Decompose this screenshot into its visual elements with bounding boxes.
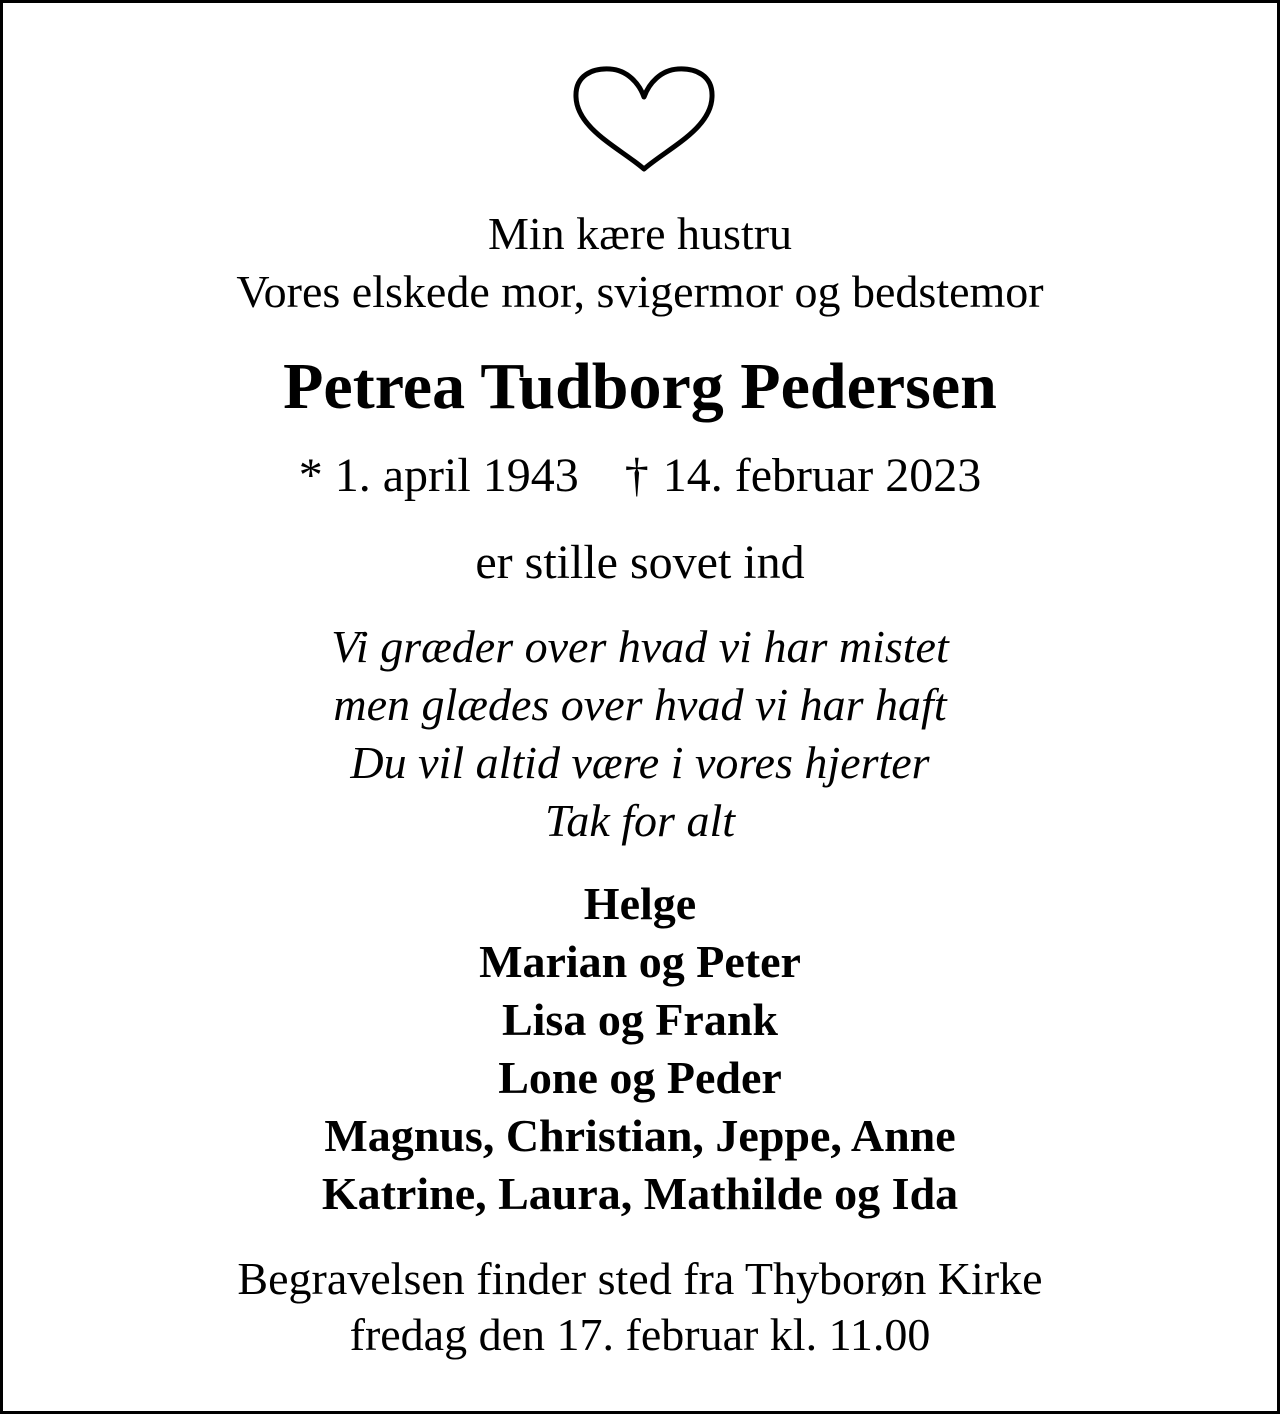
- death-date: 14. februar 2023: [662, 449, 982, 502]
- family-line-2: Marian og Peter: [479, 936, 801, 987]
- family-line-3: Lisa og Frank: [501, 994, 779, 1045]
- funeral-line-2: fredag den 17. februar kl. 11.00: [349, 1309, 931, 1360]
- family-line-5: Magnus, Christian, Jeppe, Anne: [324, 1110, 956, 1161]
- poem-line-2: men glædes over hvad vi har haft: [333, 679, 947, 730]
- family-line-1: Helge: [583, 878, 697, 929]
- birth-symbol: *: [298, 449, 323, 502]
- birth-date: 1. april 1943: [334, 449, 579, 502]
- life-dates: [3, 449, 1277, 502]
- intro-line-2: Vores elskede mor, svigermor og bedstemor: [236, 266, 1044, 317]
- poem-line-3: Du vil altid være i vores hjerter: [350, 737, 930, 788]
- family-line-6: Katrine, Laura, Mathilde og Ida: [321, 1168, 959, 1219]
- poem-line-1: Vi græder over hvad vi har mistet: [331, 621, 949, 672]
- intro-line-1: Min kære hustru: [487, 208, 793, 259]
- passing-phrase: er stille sovet ind: [475, 536, 805, 589]
- funeral-line-1: Begravelsen finder sted fra Thyborøn Kirke: [237, 1253, 1043, 1304]
- heart-outline-icon: [569, 63, 719, 175]
- family-line-4: Lone og Peder: [498, 1052, 782, 1103]
- deceased-name: Petrea Tudborg Pedersen: [283, 350, 997, 423]
- death-cross-icon: †: [624, 449, 649, 502]
- poem-line-4: Tak for alt: [544, 795, 736, 846]
